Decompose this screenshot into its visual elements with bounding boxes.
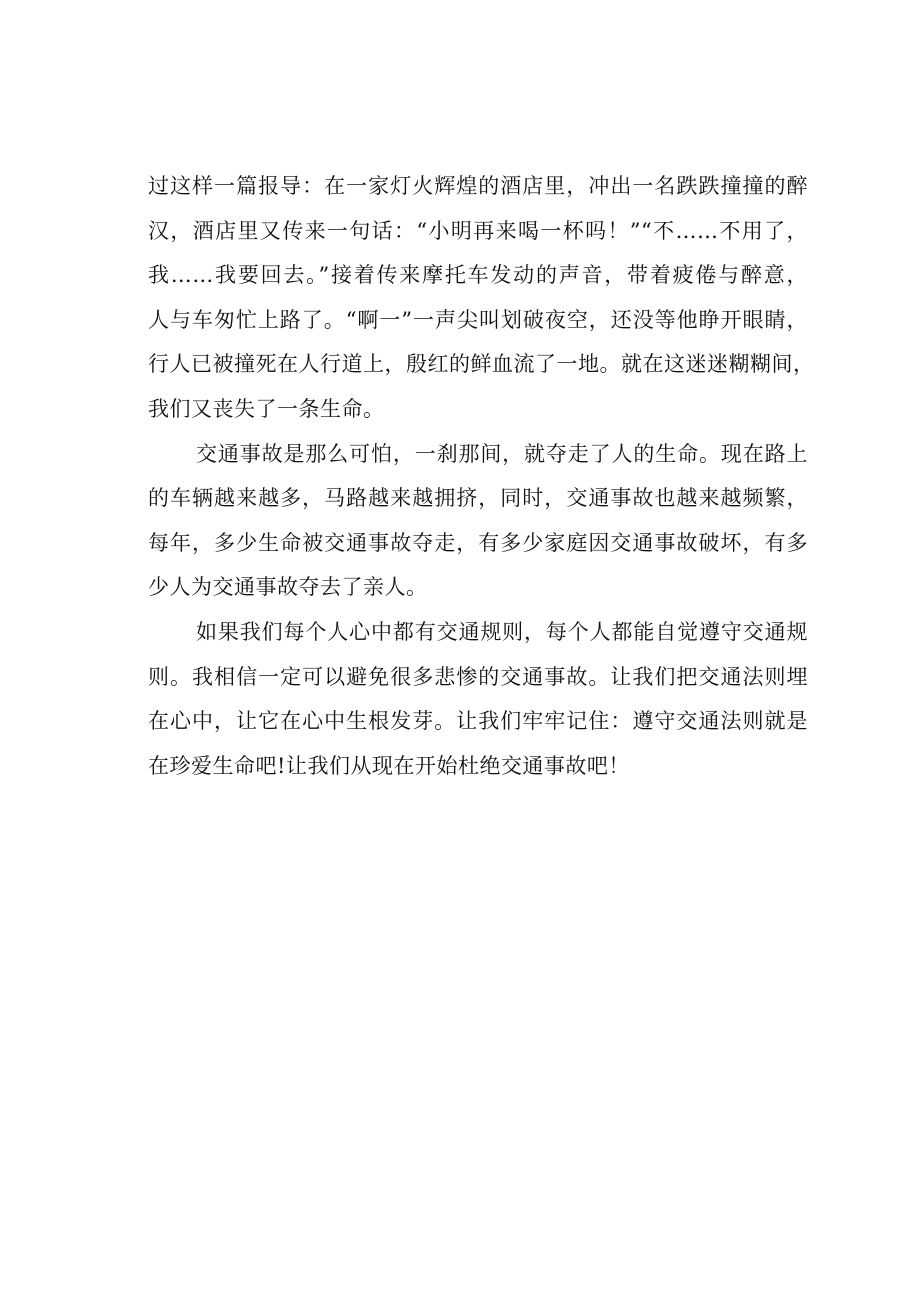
text-line: 我……我要回去。”接着传来摩托车发动的声音，带着疲倦与醉意， (148, 263, 808, 288)
paragraph-1 (148, 164, 815, 432)
text-line: 在珍爱生命吧!让我们从现在开始杜绝交通事故吧！ (148, 753, 630, 778)
text-line: 人与车匆忙上路了。“啊一”一声尖叫划破夜空，还没等他睁开眼睛， (148, 307, 808, 332)
text-line: 在心中，让它在心中生根发芽。让我们牢牢记住：遵守交通法则就是 (148, 709, 808, 734)
text-line: 少人为交通事故夺去了亲人。 (148, 575, 428, 600)
text-line: 过这样一篇报导：在一家灯火辉煌的酒店里，冲出一名跌跌撞撞的醉 (148, 174, 808, 198)
body-text (148, 164, 815, 788)
paragraph-2 (148, 432, 808, 610)
paragraph-3 (148, 610, 808, 788)
text-line: 交通事故是那么可怕，一刹那间，就夺走了人的生命。现在路上 (196, 441, 808, 466)
text-line: 行人已被撞死在人行道上，殷红的鲜血流了一地。就在这迷迷糊糊间， (148, 352, 815, 377)
text-line: 汉，酒店里又传来一句话：“小明再来喝一杯吗！”“不……不用了， (148, 218, 808, 243)
text-line: 每年，多少生命被交通事故夺走，有多少家庭因交通事故破坏，有多 (148, 530, 808, 555)
text-line: 我们又丧失了一条生命。 (148, 396, 385, 421)
text-line: 如果我们每个人心中都有交通规则，每个人都能自觉遵守交通规 (196, 619, 808, 644)
text-line: 则。我相信一定可以避免很多悲惨的交通事故。让我们把交通法则埋 (148, 664, 808, 689)
text-line: 的车辆越来越多，马路越来越拥挤，同时，交通事故也越来越频繁， (148, 486, 808, 511)
